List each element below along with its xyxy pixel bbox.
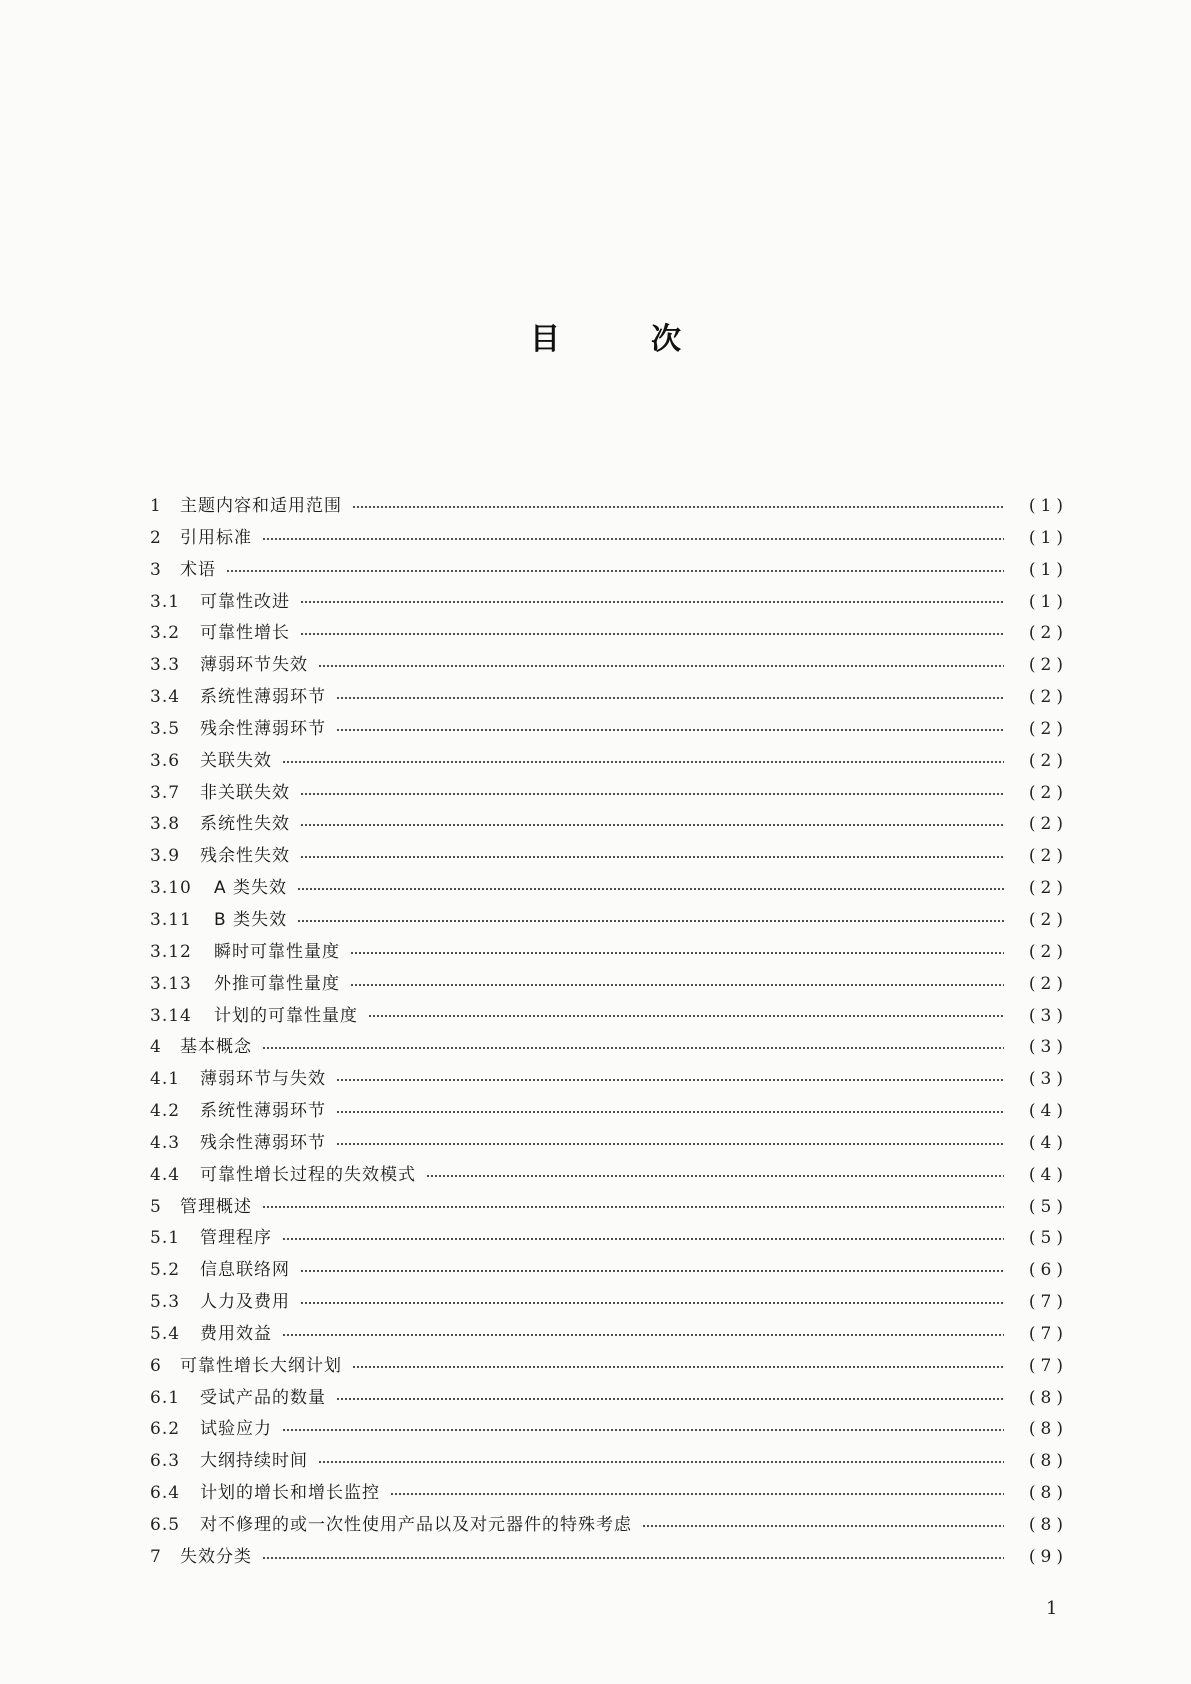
dot-leader [350,947,1004,959]
toc-entry-number: 4.1 [150,1069,181,1090]
toc-entry[interactable] [150,1351,1068,1383]
toc-entry[interactable] [150,1319,1068,1351]
toc-entry-page: (7) [1028,1355,1068,1376]
toc-entry-label: 外推可靠性量度 [214,973,340,994]
toc-entry-number: 7 [150,1546,162,1567]
toc-entry[interactable] [150,1160,1068,1192]
toc-entry-page: (8) [1028,1419,1068,1440]
dot-leader [300,788,1004,800]
dot-leader [336,1393,1004,1405]
toc-entry[interactable] [150,1383,1068,1415]
toc-entry-number: 3.12 [150,941,192,962]
toc-entry[interactable] [150,650,1068,682]
toc-entry-number: 4 [150,1037,162,1058]
toc-entry-label: 残余性失效 [200,846,290,867]
dot-leader [282,1233,1004,1245]
toc-entry-label: 可靠性增长 [200,623,290,644]
toc-entry[interactable] [150,1287,1068,1319]
toc-entry-label: 术语 [180,559,216,580]
toc-entry[interactable] [150,1255,1068,1287]
dot-leader [300,1265,1004,1277]
table-of-contents [150,491,1068,1574]
toc-entry-page: (2) [1028,814,1068,835]
toc-entry-page: (2) [1028,687,1068,708]
toc-entry-page: (2) [1028,846,1068,867]
toc-entry-number: 3.4 [150,687,181,708]
toc-entry[interactable] [150,778,1068,810]
toc-entry-page: (8) [1028,1387,1068,1408]
toc-entry-number: 6.1 [150,1387,181,1408]
toc-entry-number: 4.4 [150,1164,181,1185]
dot-leader [368,1010,1004,1022]
dot-leader [390,1488,1004,1500]
toc-entry[interactable] [150,1223,1068,1255]
toc-entry[interactable] [150,969,1068,1001]
dot-leader [336,1074,1004,1086]
page-title-char-2: 次 [651,322,681,357]
toc-entry-page: (7) [1028,1292,1068,1313]
toc-entry-page: (3) [1028,1069,1068,1090]
toc-entry-number: 3.2 [150,623,181,644]
toc-entry[interactable] [150,746,1068,778]
toc-entry-page: (6) [1028,1260,1068,1281]
dot-leader [300,628,1004,640]
toc-entry-page: (2) [1028,782,1068,803]
toc-entry-page: (4) [1028,1101,1068,1122]
toc-entry-page: (2) [1028,878,1068,899]
dot-leader [300,851,1004,863]
toc-entry-number: 4.3 [150,1132,181,1153]
toc-entry-label: 计划的可靠性量度 [214,1005,358,1026]
toc-entry-number: 1 [150,496,162,516]
toc-entry-label: 可靠性增长大纲计划 [180,1355,342,1376]
toc-entry-label: 失效分类 [180,1546,252,1567]
toc-entry-label: 主题内容和适用范围 [180,496,342,516]
toc-entry-label: 关联失效 [200,750,272,771]
dot-leader [336,1138,1004,1150]
toc-entry-page: (4) [1028,1164,1068,1185]
toc-entry[interactable] [150,905,1068,937]
dot-leader [262,1552,1004,1564]
toc-entry-number: 3.7 [150,782,181,803]
toc-entry-number: 3 [150,559,162,580]
toc-entry-page: (1) [1028,591,1068,612]
toc-entry-page: (1) [1028,527,1068,548]
toc-entry-label: 薄弱环节失效 [200,655,308,676]
toc-entry-page: (2) [1028,655,1068,676]
toc-entry-number: 3.14 [150,1005,192,1026]
toc-entry-number: 3.1 [150,591,181,612]
toc-entry-label: 试验应力 [200,1419,272,1440]
toc-entry-number: 3.3 [150,655,181,676]
toc-entry[interactable] [150,1478,1068,1510]
toc-entry-page: (1) [1028,559,1068,580]
toc-entry-page: (2) [1028,909,1068,930]
toc-entry-label: 引用标准 [180,527,252,548]
toc-entry-number: 6.4 [150,1483,181,1504]
toc-entry-label: A 类失效 [214,878,288,899]
toc-entry-page: (2) [1028,718,1068,739]
toc-entry-label: 大纲持续时间 [200,1451,308,1472]
toc-entry-page: (5) [1028,1196,1068,1217]
toc-entry-page: (7) [1028,1323,1068,1344]
toc-entry-label: 系统性失效 [200,814,290,835]
dot-leader [336,724,1004,736]
toc-entry[interactable] [150,1446,1068,1478]
toc-entry[interactable] [150,841,1068,873]
dot-leader [282,756,1004,768]
dot-leader [336,1106,1004,1118]
dot-leader [352,501,1004,513]
toc-entry[interactable] [150,937,1068,969]
toc-entry[interactable] [150,1128,1068,1160]
dot-leader [262,533,1004,545]
dot-leader [297,883,1004,895]
toc-entry[interactable] [150,1192,1068,1224]
toc-entry[interactable] [150,491,1068,523]
toc-entry-number: 3.5 [150,718,181,739]
page-number: 1 [1046,1598,1058,1619]
toc-entry-page: (8) [1028,1451,1068,1472]
toc-entry-number: 4.2 [150,1101,181,1122]
page-title-char-1: 目 [530,322,560,357]
dot-leader [300,596,1004,608]
toc-entry-label: 薄弱环节与失效 [200,1069,326,1090]
toc-entry[interactable] [150,587,1068,619]
toc-entry-page: (2) [1028,941,1068,962]
toc-entry-number: 6 [150,1355,162,1376]
toc-entry-label: 费用效益 [200,1323,272,1344]
toc-entry-page: (5) [1028,1228,1068,1249]
toc-entry-page: (1) [1028,496,1068,516]
toc-entry[interactable] [150,1414,1068,1446]
toc-entry-label: 对不修理的或一次性使用产品以及对元器件的特殊考虑 [200,1515,632,1535]
toc-entry[interactable] [150,1510,1068,1542]
toc-entry-label: 可靠性增长过程的失效模式 [200,1164,416,1185]
dot-leader [297,915,1004,927]
toc-entry-label: 管理概述 [180,1196,252,1217]
dot-leader [336,692,1004,704]
toc-entry-page: (8) [1028,1515,1068,1535]
toc-entry-label: 系统性薄弱环节 [200,687,326,708]
toc-entry-label: 瞬时可靠性量度 [214,941,340,962]
toc-entry-page: (2) [1028,973,1068,994]
toc-entry-page: (3) [1028,1037,1068,1058]
toc-entry-page: (8) [1028,1483,1068,1504]
toc-entry-number: 6.3 [150,1451,181,1472]
toc-entry-label: 系统性薄弱环节 [200,1101,326,1122]
toc-entry[interactable] [150,682,1068,714]
toc-entry-number: 5.4 [150,1323,181,1344]
toc-entry-label: 残余性薄弱环节 [200,1132,326,1153]
dot-leader [282,1329,1004,1341]
dot-leader [300,1297,1004,1309]
toc-entry[interactable] [150,873,1068,905]
toc-entry[interactable] [150,1064,1068,1096]
toc-entry[interactable] [150,618,1068,650]
dot-leader [282,1424,1004,1436]
toc-entry[interactable] [150,1001,1068,1033]
toc-entry-number: 6.2 [150,1419,181,1440]
toc-entry-label: 管理程序 [200,1228,272,1249]
toc-entry-label: 人力及费用 [200,1292,290,1313]
toc-entry-number: 2 [150,527,162,548]
toc-entry[interactable] [150,809,1068,841]
toc-entry-page: (4) [1028,1132,1068,1153]
dot-leader [226,565,1004,577]
toc-entry-label: 受试产品的数量 [200,1387,326,1408]
toc-entry-number: 3.11 [150,909,192,930]
toc-entry-page: (2) [1028,750,1068,771]
toc-entry[interactable] [150,714,1068,746]
toc-entry-number: 3.6 [150,750,181,771]
toc-entry-number: 6.5 [150,1515,181,1535]
toc-entry-label: 可靠性改进 [200,591,290,612]
toc-entry[interactable] [150,1096,1068,1128]
toc-entry-page: (3) [1028,1005,1068,1026]
toc-entry-number: 3.10 [150,878,192,899]
toc-entry-number: 5.2 [150,1260,181,1281]
toc-entry[interactable] [150,523,1068,555]
dot-leader [426,1170,1004,1182]
toc-entry-label: 非关联失效 [200,782,290,803]
toc-entry-number: 5.3 [150,1292,181,1313]
toc-entry-label: 信息联络网 [200,1260,290,1281]
toc-entry-label: 基本概念 [180,1037,252,1058]
toc-entry-page: (9) [1028,1546,1068,1567]
dot-leader [642,1520,1004,1532]
page-title [0,318,1191,362]
dot-leader [318,660,1004,672]
toc-entry-label: 计划的增长和增长监控 [200,1483,380,1504]
dot-leader [262,1042,1004,1054]
toc-entry-number: 3.8 [150,814,181,835]
dot-leader [352,1361,1004,1373]
dot-leader [350,979,1004,991]
toc-entry-number: 3.13 [150,973,192,994]
dot-leader [318,1456,1004,1468]
toc-entry-number: 3.9 [150,846,181,867]
toc-entry-number: 5 [150,1196,162,1217]
toc-entry-page: (2) [1028,623,1068,644]
toc-entry[interactable] [150,1542,1068,1574]
toc-entry[interactable] [150,555,1068,587]
toc-entry[interactable] [150,1032,1068,1064]
toc-entry-number: 5.1 [150,1228,181,1249]
toc-entry-label: B 类失效 [214,909,288,930]
dot-leader [262,1201,1004,1213]
toc-entry-label: 残余性薄弱环节 [200,718,326,739]
dot-leader [300,819,1004,831]
